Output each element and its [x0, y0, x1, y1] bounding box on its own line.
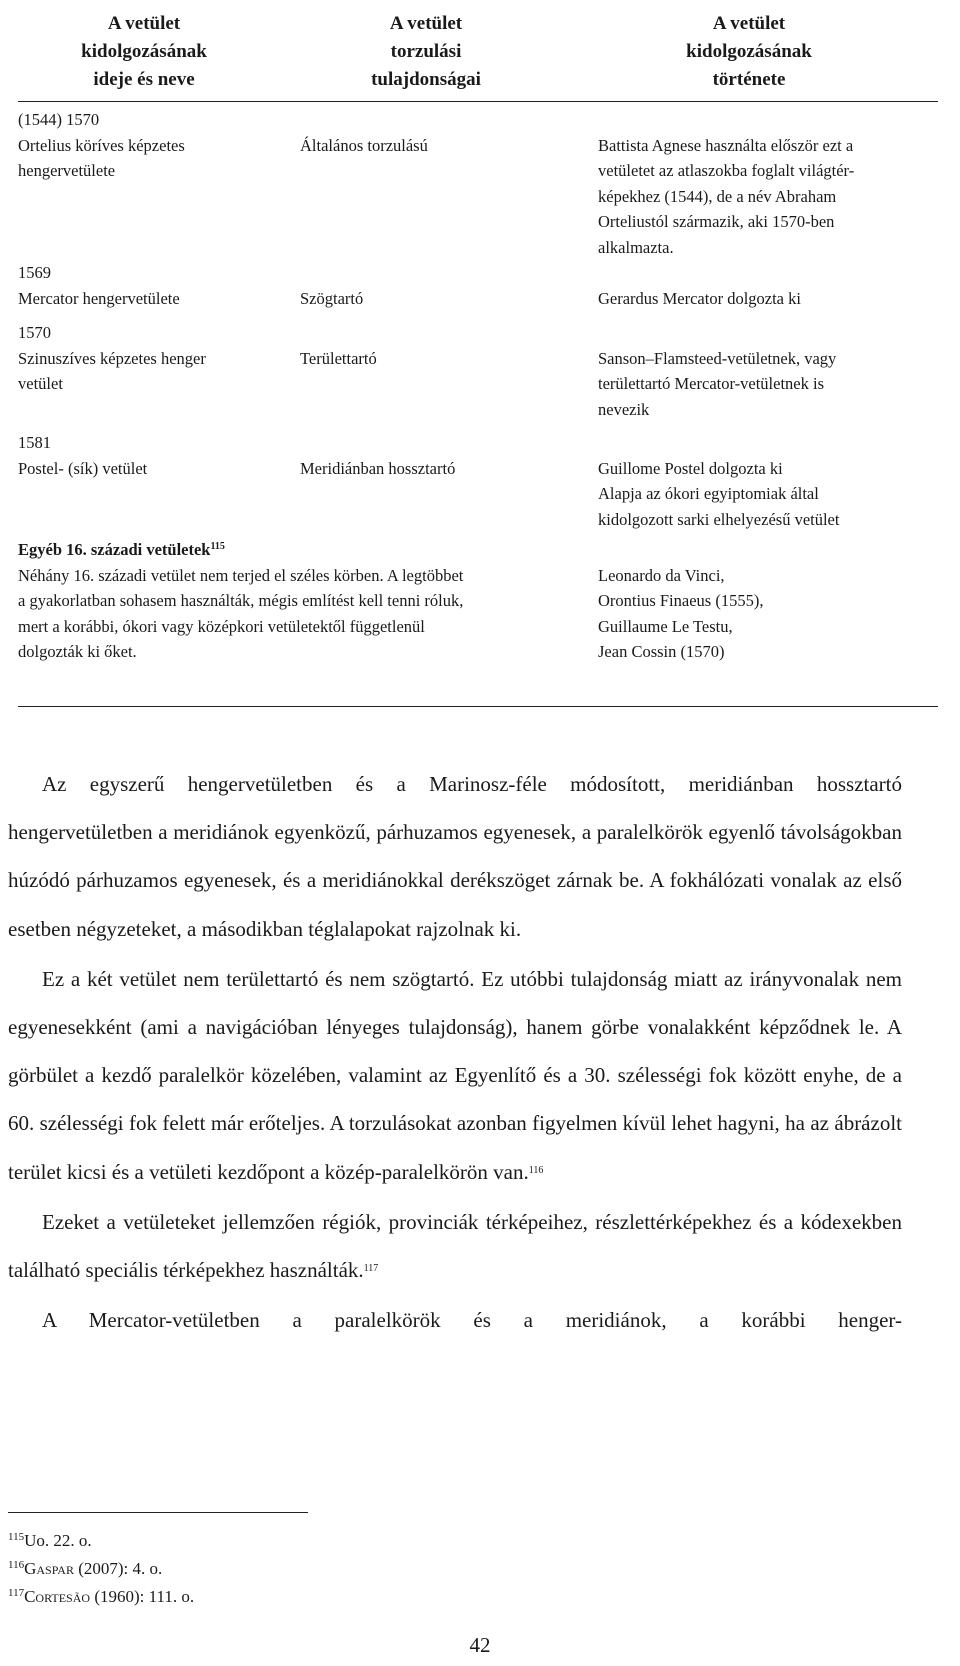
header-col-distortion: A vetület torzulási tulajdonságai — [371, 13, 481, 90]
cell-history: Guillome Postel dolgozta ki Alapja az ókori egyiptomiak által kidolgozott sarki elhelyezésű vetület — [598, 458, 840, 529]
cell-name: 1581 Postel- (sík) vetület — [18, 433, 148, 478]
cell-property: Általános torzulású — [300, 135, 428, 155]
header-col-date-name: A vetület kidolgozásának ideje és neve — [81, 13, 207, 90]
paragraph: Ez a két vetület nem területtartó és nem szögtartó. Ez utóbbi tulajdonság miatt az irányvonalak nem egyenesekként (ami a navigációban lényeges tulajdonság), hanem görbe vonalakként képződnek le. A görbület a kezdő paralelkör közelében, valamint az Egyenlítő és a 30. szélességi fok között enyhe, de a 60. szélességi fok felett már erőteljes. A torzulásokat azonban figyelmen kívül lehet hagyni, ha az ábrázolt terület kicsi és a vetületi kezdőpont a közép-paralelkörön van.$^{116}$ — [8, 966, 902, 1184]
cell-property: Szögtartó — [300, 288, 364, 308]
other-title: Egyéb 16. századi vetületek$^{115}$ — [18, 540, 225, 559]
paragraph: Az egyszerű hengervetületben és a Marinosz-féle módosított, meridiánban hossztartó hengervetületben a meridiánok egyenközű, párhuzamos egyenesek, a paralelkörök egyenlő távolságokban húzódó párhuzamos egyenesek, és a meridiánokkal derékszöget zárnak be. A fokhálózati vonalak az első esetben négyzeteket, a másodikban téglalapokat rajzolnak ki. — [8, 772, 902, 941]
footnote-ref: 117 — [363, 1263, 379, 1275]
cell-history: Sanson–Flamsteed-vetületnek, vagy területtartó Mercator-vetületnek is nevezik — [598, 348, 837, 419]
cell-history: Gerardus Mercator dolgozta ki — [598, 288, 801, 308]
cell-property: Területtartó — [300, 348, 377, 368]
cell-history: Battista Agnese használta először ezt a vetületet az atlaszokba foglalt világtér- képekhez (1544), de a név Abraham Orteliustól származik, aki 1570-ben alkalmazta. — [598, 135, 855, 257]
cell-history: Leonardo da Vinci, Orontius Finaeus (1555), Guillaume Le Testu, Jean Cossin (1570) — [598, 565, 764, 661]
footnote: $^{115}$Uo. 22. o. — [8, 1531, 92, 1550]
page-number: 42 — [469, 1633, 491, 1657]
paragraph: A Mercator-vetületben a paralelkörök és a meridiánok, a korábbi henger- — [42, 1308, 902, 1333]
cell-property: Meridiánban hossztartó — [300, 458, 456, 478]
cell-name: 1570 Szinuszíves képzetes henger vetület — [18, 323, 206, 393]
footnote-divider — [8, 1512, 308, 1513]
footnote: $^{116}$Gaspar (2007): 4. o. — [8, 1559, 163, 1578]
cell-name: 1569 Mercator hengervetülete — [18, 263, 180, 308]
cell-other-description: Egyéb 16. századi vetületek$^{115}$ Néhány 16. századi vetület nem terjed el széles körben. A legtöbbet a gyakorlatban sohasem használták, mégis említést kell tenni róluk, mert a korábbi, ókori vagy középkori vetületektől függetlenül dolgozták ki őket. — [18, 537, 578, 665]
cell-name: (1544) 1570 Ortelius köríves képzetes hengervetülete — [18, 110, 185, 180]
body-text — [8, 760, 902, 1344]
footnote-ref: 115 — [210, 541, 225, 552]
table-body — [18, 102, 938, 707]
footnote: $^{117}$Cortesão (1960): 111. o. — [8, 1587, 195, 1606]
header-col-history: A vetület kidolgozásának története — [686, 13, 812, 90]
table-header — [18, 0, 938, 102]
page — [18, 0, 938, 707]
footnotes — [8, 1527, 194, 1611]
footnote-ref: 116 — [528, 1164, 544, 1176]
paragraph: Ezeket a vetületeket jellemzően régiók, provinciák térképeihez, részlettérképekhez és a kódexekben található speciális térképekhez használták.$^{117}$ — [8, 1209, 902, 1283]
